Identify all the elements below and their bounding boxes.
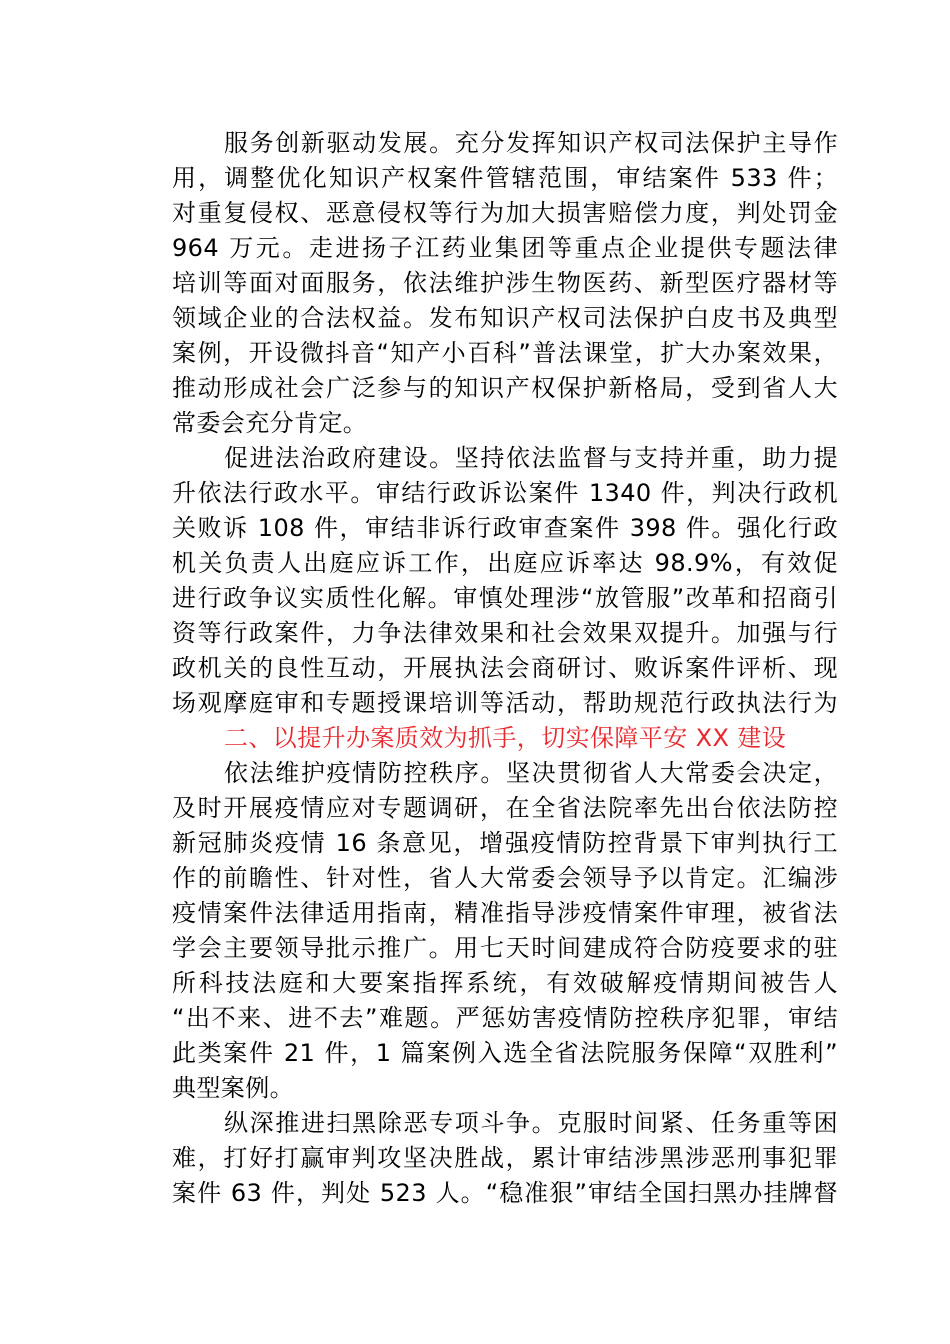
paragraph-line: 进行政争议实质性化解。审慎处理涉“放管服”改革和招商引: [172, 584, 838, 612]
paragraph-line: 作的前瞻性、针对性，省人大常委会领导予以肯定。汇编涉: [172, 864, 838, 892]
paragraph-line: “出不来、进不去”难题。严惩妨害疫情防控秩序犯罪，审结: [172, 1004, 838, 1032]
paragraph-line: 场观摩庭审和专题授课培训等活动，帮助规范行政执法行为: [172, 689, 838, 717]
paragraph-line: 依法维护疫情防控秩序。坚决贯彻省人大常委会决定，: [224, 759, 838, 787]
paragraph-line: 所科技法庭和大要案指挥系统，有效破解疫情期间被告人: [172, 969, 838, 997]
paragraph-line: 学会主要领导批示推广。用七天时间建成符合防疫要求的驻: [172, 934, 838, 962]
paragraph-epidemic-control: [172, 756, 838, 1106]
paragraph-line: 服务创新驱动发展。充分发挥知识产权司法保护主导作: [224, 129, 838, 157]
paragraph-ip-protection: [172, 126, 838, 441]
paragraph-anti-crime-campaign: [172, 1106, 838, 1211]
paragraph-line: 难，打好打赢审判攻坚决胜战，累计审结涉黑涉恶刑事犯罪: [172, 1144, 838, 1172]
paragraph-line: 此类案件 21 件，1 篇案例入选全省法院服务保障“双胜利”: [172, 1039, 838, 1067]
paragraph-line: 推动形成社会广泛参与的知识产权保护新格局，受到省人大: [172, 374, 838, 402]
paragraph-line: 政机关的良性互动，开展执法会商研讨、败诉案件评析、现: [172, 654, 838, 682]
paragraph-line: 促进法治政府建设。坚持依法监督与支持并重，助力提: [224, 444, 838, 472]
section-heading-text: 二、以提升办案质效为抓手，切实保障平安 XX 建设: [224, 724, 787, 752]
paragraph-line: 及时开展疫情应对专题调研，在全省法院率先出台依法防控: [172, 794, 838, 822]
paragraph-line: 常委会充分肯定。: [172, 409, 368, 437]
paragraph-line: 案例，开设微抖音“知产小百科”普法课堂，扩大办案效果，: [172, 339, 838, 367]
paragraph-line: 培训等面对面服务，依法维护涉生物医药、新型医疗器材等: [172, 269, 838, 297]
paragraph-line: 关败诉 108 件，审结非诉行政审查案件 398 件。强化行政: [172, 514, 838, 542]
paragraph-line: 对重复侵权、恶意侵权等行为加大损害赔偿力度，判处罚金: [172, 199, 838, 227]
paragraph-line: 纵深推进扫黑除恶专项斗争。克服时间紧、任务重等困: [224, 1109, 838, 1137]
paragraph-line: 用，调整优化知识产权案件管辖范围，审结案件 533 件；: [172, 164, 838, 192]
paragraph-line: 案件 63 件，判处 523 人。“稳准狠”审结全国扫黑办挂牌督: [172, 1179, 838, 1207]
paragraph-line: 领域企业的合法权益。发布知识产权司法保护白皮书及典型: [172, 304, 838, 332]
paragraph-line: 升依法行政水平。审结行政诉讼案件 1340 件，判决行政机: [172, 479, 838, 507]
paragraph-line: 疫情案件法律适用指南，精准指导涉疫情案件审理，被省法: [172, 899, 838, 927]
paragraph-line: 资等行政案件，力争法律效果和社会效果双提升。加强与行: [172, 619, 838, 647]
document-page: [172, 126, 838, 1211]
paragraph-rule-of-law-government: [172, 441, 838, 721]
paragraph-line: 新冠肺炎疫情 16 条意见，增强疫情防控背景下审判执行工: [172, 829, 838, 857]
section-heading: [172, 721, 838, 756]
paragraph-line: 机关负责人出庭应诉工作，出庭应诉率达 98.9%，有效促: [172, 549, 838, 577]
paragraph-line: 典型案例。: [172, 1074, 294, 1102]
paragraph-line: 964 万元。走进扬子江药业集团等重点企业提供专题法律: [172, 234, 838, 262]
